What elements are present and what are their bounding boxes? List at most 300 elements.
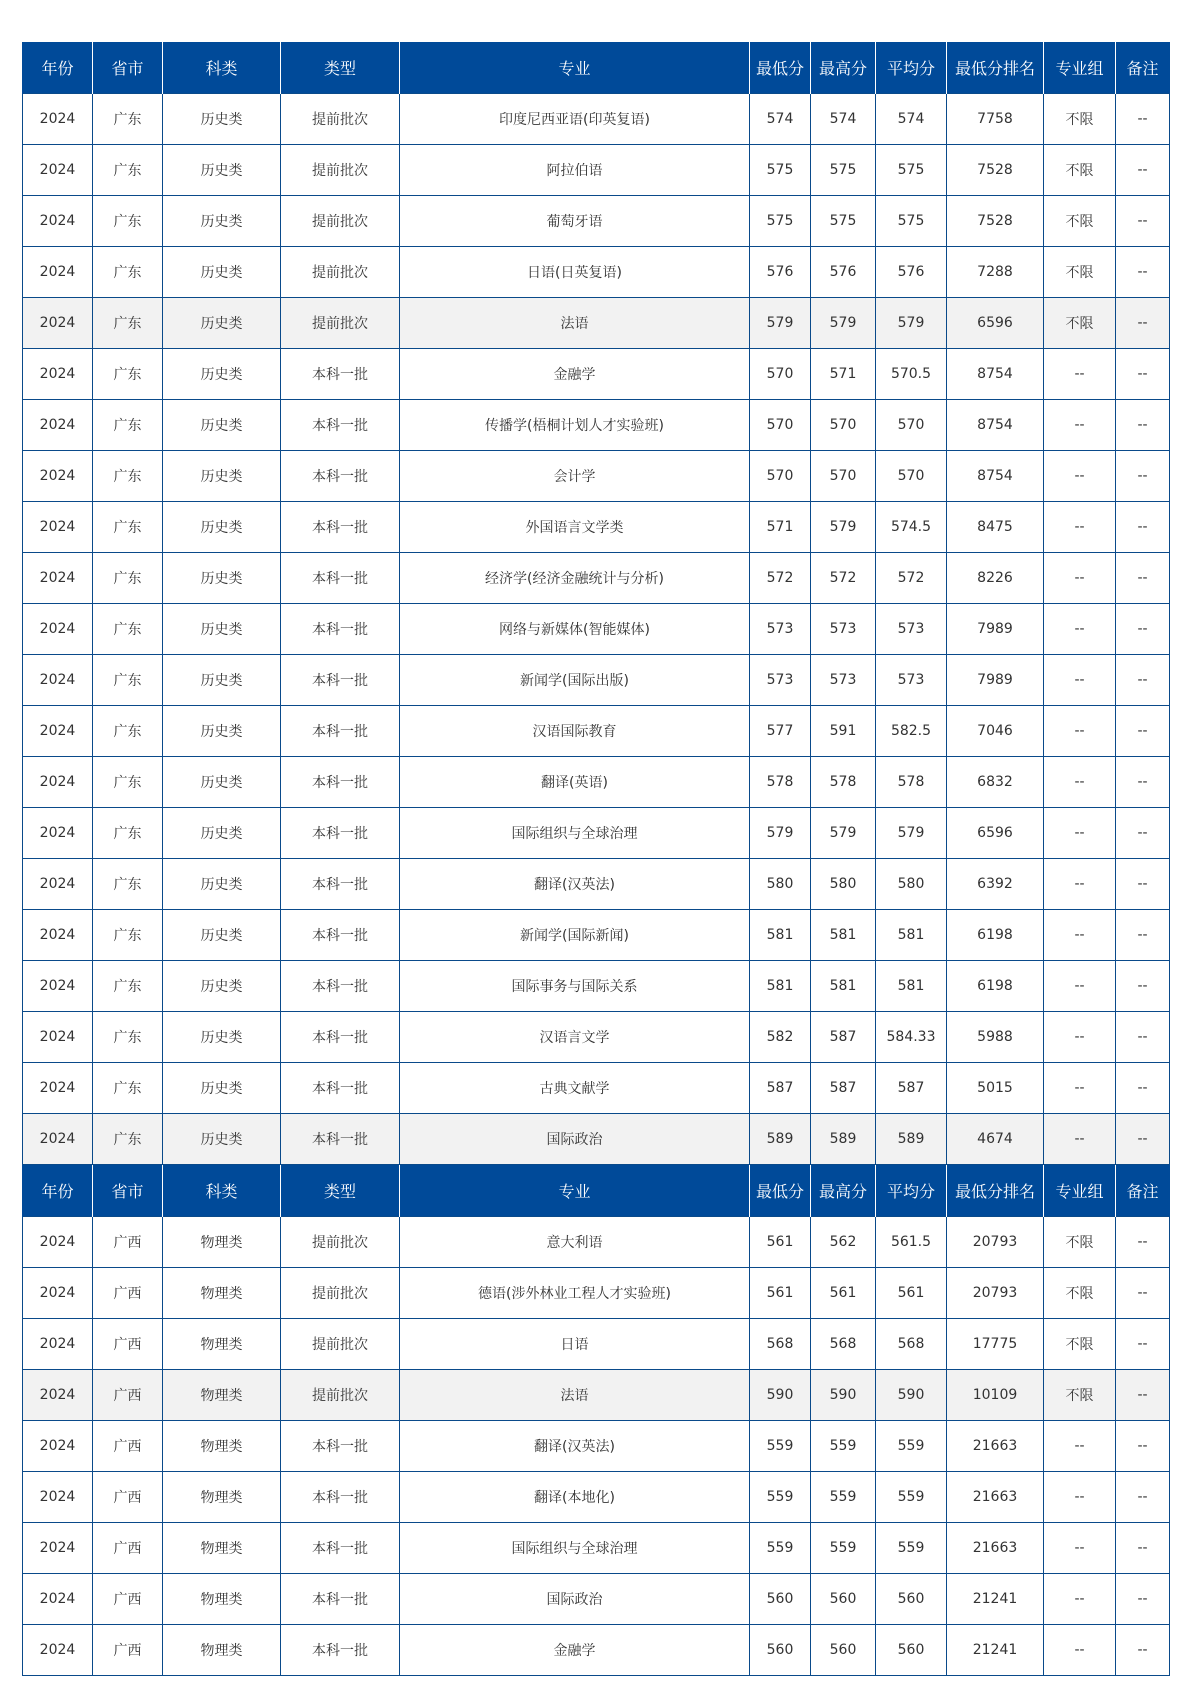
major-cell: 法语 xyxy=(400,1370,750,1421)
min-score-cell: 572 xyxy=(750,553,811,604)
major-group-cell: -- xyxy=(1044,604,1116,655)
subject-cell: 历史类 xyxy=(163,196,281,247)
note-cell: -- xyxy=(1116,145,1170,196)
min-rank-cell: 6198 xyxy=(947,961,1044,1012)
min-rank-cell: 21663 xyxy=(947,1523,1044,1574)
max-score-cell: 587 xyxy=(811,1063,876,1114)
major-cell: 国际政治 xyxy=(400,1114,750,1165)
note-cell: -- xyxy=(1116,1523,1170,1574)
major-group-cell: 不限 xyxy=(1044,1268,1116,1319)
major-group-cell: -- xyxy=(1044,706,1116,757)
major-cell: 法语 xyxy=(400,298,750,349)
major-cell: 金融学 xyxy=(400,1625,750,1676)
major-group-cell: -- xyxy=(1044,451,1116,502)
year-cell: 2024 xyxy=(23,451,93,502)
min-score-cell: 579 xyxy=(750,808,811,859)
note-cell: -- xyxy=(1116,451,1170,502)
min-rank-cell: 8754 xyxy=(947,451,1044,502)
avg-score-cell: 574.5 xyxy=(876,502,947,553)
min-score-cell: 570 xyxy=(750,349,811,400)
major-cell: 印度尼西亚语(印英复语) xyxy=(400,94,750,145)
major-cell: 国际组织与全球治理 xyxy=(400,1523,750,1574)
year-cell: 2024 xyxy=(23,145,93,196)
note-cell: -- xyxy=(1116,1217,1170,1268)
table-row xyxy=(23,961,1170,1012)
major-cell: 国际政治 xyxy=(400,1574,750,1625)
table-row xyxy=(23,757,1170,808)
batch-cell: 本科一批 xyxy=(281,604,400,655)
note-cell: -- xyxy=(1116,910,1170,961)
year-cell: 2024 xyxy=(23,910,93,961)
avg-score-cell: 581 xyxy=(876,910,947,961)
min-rank-cell: 5015 xyxy=(947,1063,1044,1114)
avg-score-cell: 582.5 xyxy=(876,706,947,757)
major-cell: 网络与新媒体(智能媒体) xyxy=(400,604,750,655)
note-cell: -- xyxy=(1116,349,1170,400)
min-rank-cell: 8754 xyxy=(947,400,1044,451)
major-cell: 翻译(汉英法) xyxy=(400,859,750,910)
major-cell: 古典文献学 xyxy=(400,1063,750,1114)
max-score-cell: 578 xyxy=(811,757,876,808)
province-cell: 广东 xyxy=(93,706,163,757)
subject-cell: 历史类 xyxy=(163,859,281,910)
subject-cell: 物理类 xyxy=(163,1268,281,1319)
min-rank-cell: 21241 xyxy=(947,1625,1044,1676)
table-row xyxy=(23,1370,1170,1421)
note-cell: -- xyxy=(1116,1370,1170,1421)
year-cell: 2024 xyxy=(23,808,93,859)
province-cell: 广东 xyxy=(93,400,163,451)
table-row xyxy=(23,145,1170,196)
province-cell: 广东 xyxy=(93,502,163,553)
table-row xyxy=(23,655,1170,706)
header-min-rank: 最低分排名 xyxy=(947,1165,1044,1217)
table-row xyxy=(23,1319,1170,1370)
year-cell: 2024 xyxy=(23,604,93,655)
province-cell: 广西 xyxy=(93,1472,163,1523)
province-cell: 广西 xyxy=(93,1523,163,1574)
major-group-cell: -- xyxy=(1044,655,1116,706)
major-cell: 外国语言文学类 xyxy=(400,502,750,553)
batch-cell: 本科一批 xyxy=(281,808,400,859)
min-score-cell: 574 xyxy=(750,94,811,145)
min-rank-cell: 7288 xyxy=(947,247,1044,298)
note-cell: -- xyxy=(1116,859,1170,910)
min-rank-cell: 7046 xyxy=(947,706,1044,757)
header-min-score: 最低分 xyxy=(750,1165,811,1217)
min-score-cell: 559 xyxy=(750,1421,811,1472)
avg-score-cell: 568 xyxy=(876,1319,947,1370)
max-score-cell: 591 xyxy=(811,706,876,757)
note-cell: -- xyxy=(1116,1421,1170,1472)
province-cell: 广西 xyxy=(93,1370,163,1421)
min-rank-cell: 6596 xyxy=(947,298,1044,349)
province-cell: 广东 xyxy=(93,655,163,706)
min-rank-cell: 6392 xyxy=(947,859,1044,910)
avg-score-cell: 581 xyxy=(876,961,947,1012)
year-cell: 2024 xyxy=(23,1523,93,1574)
major-group-cell: -- xyxy=(1044,1012,1116,1063)
table-row xyxy=(23,1625,1170,1676)
major-group-cell: -- xyxy=(1044,1114,1116,1165)
major-group-cell: -- xyxy=(1044,1472,1116,1523)
batch-cell: 本科一批 xyxy=(281,1472,400,1523)
min-score-cell: 579 xyxy=(750,298,811,349)
min-score-cell: 575 xyxy=(750,196,811,247)
max-score-cell: 562 xyxy=(811,1217,876,1268)
major-cell: 意大利语 xyxy=(400,1217,750,1268)
table-row xyxy=(23,1114,1170,1165)
province-cell: 广东 xyxy=(93,247,163,298)
subject-cell: 历史类 xyxy=(163,910,281,961)
subject-cell: 物理类 xyxy=(163,1625,281,1676)
province-cell: 广东 xyxy=(93,451,163,502)
major-group-cell: -- xyxy=(1044,400,1116,451)
avg-score-cell: 559 xyxy=(876,1523,947,1574)
table-row xyxy=(23,94,1170,145)
subject-cell: 物理类 xyxy=(163,1472,281,1523)
province-cell: 广东 xyxy=(93,145,163,196)
avg-score-cell: 559 xyxy=(876,1421,947,1472)
admission-scores-table xyxy=(22,42,1170,1676)
avg-score-cell: 560 xyxy=(876,1574,947,1625)
major-cell: 葡萄牙语 xyxy=(400,196,750,247)
avg-score-cell: 559 xyxy=(876,1472,947,1523)
year-cell: 2024 xyxy=(23,196,93,247)
min-score-cell: 578 xyxy=(750,757,811,808)
province-cell: 广西 xyxy=(93,1574,163,1625)
year-cell: 2024 xyxy=(23,1063,93,1114)
subject-cell: 历史类 xyxy=(163,706,281,757)
subject-cell: 历史类 xyxy=(163,94,281,145)
year-cell: 2024 xyxy=(23,757,93,808)
avg-score-cell: 575 xyxy=(876,196,947,247)
year-cell: 2024 xyxy=(23,961,93,1012)
note-cell: -- xyxy=(1116,298,1170,349)
province-cell: 广西 xyxy=(93,1421,163,1472)
year-cell: 2024 xyxy=(23,1114,93,1165)
header-major: 专业 xyxy=(400,1165,750,1217)
batch-cell: 本科一批 xyxy=(281,1625,400,1676)
batch-cell: 本科一批 xyxy=(281,1523,400,1574)
province-cell: 广东 xyxy=(93,349,163,400)
min-score-cell: 561 xyxy=(750,1268,811,1319)
header-avg-score: 平均分 xyxy=(876,42,947,94)
major-cell: 汉语国际教育 xyxy=(400,706,750,757)
min-score-cell: 587 xyxy=(750,1063,811,1114)
note-cell: -- xyxy=(1116,400,1170,451)
province-cell: 广东 xyxy=(93,1012,163,1063)
min-score-cell: 573 xyxy=(750,604,811,655)
table-row xyxy=(23,1063,1170,1114)
major-group-cell: -- xyxy=(1044,1063,1116,1114)
avg-score-cell: 589 xyxy=(876,1114,947,1165)
max-score-cell: 579 xyxy=(811,808,876,859)
province-cell: 广东 xyxy=(93,757,163,808)
subject-cell: 历史类 xyxy=(163,1012,281,1063)
min-score-cell: 575 xyxy=(750,145,811,196)
min-rank-cell: 4674 xyxy=(947,1114,1044,1165)
major-group-cell: -- xyxy=(1044,1523,1116,1574)
avg-score-cell: 573 xyxy=(876,655,947,706)
table-row xyxy=(23,706,1170,757)
min-score-cell: 559 xyxy=(750,1523,811,1574)
max-score-cell: 559 xyxy=(811,1472,876,1523)
max-score-cell: 573 xyxy=(811,604,876,655)
header-avg-score: 平均分 xyxy=(876,1165,947,1217)
avg-score-cell: 561 xyxy=(876,1268,947,1319)
min-score-cell: 570 xyxy=(750,400,811,451)
max-score-cell: 573 xyxy=(811,655,876,706)
avg-score-cell: 570 xyxy=(876,400,947,451)
admission-scores-table-container xyxy=(22,42,1169,1676)
batch-cell: 本科一批 xyxy=(281,451,400,502)
max-score-cell: 587 xyxy=(811,1012,876,1063)
table-row xyxy=(23,1217,1170,1268)
year-cell: 2024 xyxy=(23,1472,93,1523)
year-cell: 2024 xyxy=(23,1217,93,1268)
note-cell: -- xyxy=(1116,94,1170,145)
avg-score-cell: 587 xyxy=(876,1063,947,1114)
table-row xyxy=(23,553,1170,604)
province-cell: 广东 xyxy=(93,196,163,247)
max-score-cell: 560 xyxy=(811,1574,876,1625)
subject-cell: 历史类 xyxy=(163,400,281,451)
subject-cell: 历史类 xyxy=(163,1114,281,1165)
min-rank-cell: 8754 xyxy=(947,349,1044,400)
subject-cell: 历史类 xyxy=(163,604,281,655)
major-group-cell: -- xyxy=(1044,910,1116,961)
year-cell: 2024 xyxy=(23,247,93,298)
subject-cell: 历史类 xyxy=(163,961,281,1012)
year-cell: 2024 xyxy=(23,706,93,757)
batch-cell: 提前批次 xyxy=(281,94,400,145)
header-province: 省市 xyxy=(93,42,163,94)
year-cell: 2024 xyxy=(23,859,93,910)
batch-cell: 提前批次 xyxy=(281,298,400,349)
table-row xyxy=(23,1574,1170,1625)
note-cell: -- xyxy=(1116,604,1170,655)
province-cell: 广西 xyxy=(93,1217,163,1268)
min-rank-cell: 7528 xyxy=(947,196,1044,247)
min-rank-cell: 7528 xyxy=(947,145,1044,196)
subject-cell: 历史类 xyxy=(163,145,281,196)
major-group-cell: -- xyxy=(1044,961,1116,1012)
min-score-cell: 573 xyxy=(750,655,811,706)
avg-score-cell: 570.5 xyxy=(876,349,947,400)
batch-cell: 本科一批 xyxy=(281,1012,400,1063)
note-cell: -- xyxy=(1116,1472,1170,1523)
max-score-cell: 559 xyxy=(811,1421,876,1472)
batch-cell: 本科一批 xyxy=(281,1063,400,1114)
min-rank-cell: 10109 xyxy=(947,1370,1044,1421)
note-cell: -- xyxy=(1116,553,1170,604)
min-rank-cell: 7989 xyxy=(947,655,1044,706)
year-cell: 2024 xyxy=(23,1625,93,1676)
major-group-cell: 不限 xyxy=(1044,94,1116,145)
min-score-cell: 581 xyxy=(750,910,811,961)
major-group-cell: 不限 xyxy=(1044,196,1116,247)
province-cell: 广东 xyxy=(93,553,163,604)
batch-cell: 本科一批 xyxy=(281,910,400,961)
year-cell: 2024 xyxy=(23,349,93,400)
major-group-cell: 不限 xyxy=(1044,247,1116,298)
avg-score-cell: 576 xyxy=(876,247,947,298)
subject-cell: 物理类 xyxy=(163,1319,281,1370)
table-body xyxy=(23,42,1170,1676)
subject-cell: 历史类 xyxy=(163,553,281,604)
year-cell: 2024 xyxy=(23,1574,93,1625)
year-cell: 2024 xyxy=(23,94,93,145)
year-cell: 2024 xyxy=(23,1421,93,1472)
table-row xyxy=(23,910,1170,961)
subject-cell: 历史类 xyxy=(163,502,281,553)
year-cell: 2024 xyxy=(23,1319,93,1370)
header-major-group: 专业组 xyxy=(1044,42,1116,94)
major-group-cell: -- xyxy=(1044,1574,1116,1625)
province-cell: 广东 xyxy=(93,910,163,961)
table-row xyxy=(23,298,1170,349)
header-max-score: 最高分 xyxy=(811,1165,876,1217)
header-min-score: 最低分 xyxy=(750,42,811,94)
subject-cell: 历史类 xyxy=(163,808,281,859)
min-rank-cell: 20793 xyxy=(947,1217,1044,1268)
min-score-cell: 576 xyxy=(750,247,811,298)
table-row xyxy=(23,196,1170,247)
header-year: 年份 xyxy=(23,42,93,94)
major-group-cell: 不限 xyxy=(1044,145,1116,196)
note-cell: -- xyxy=(1116,502,1170,553)
province-cell: 广东 xyxy=(93,859,163,910)
header-batch: 类型 xyxy=(281,42,400,94)
batch-cell: 提前批次 xyxy=(281,196,400,247)
header-subject: 科类 xyxy=(163,42,281,94)
province-cell: 广西 xyxy=(93,1625,163,1676)
batch-cell: 本科一批 xyxy=(281,349,400,400)
max-score-cell: 561 xyxy=(811,1268,876,1319)
min-rank-cell: 6832 xyxy=(947,757,1044,808)
note-cell: -- xyxy=(1116,1625,1170,1676)
min-score-cell: 582 xyxy=(750,1012,811,1063)
batch-cell: 本科一批 xyxy=(281,553,400,604)
note-cell: -- xyxy=(1116,1319,1170,1370)
table-header-row xyxy=(23,1165,1170,1217)
avg-score-cell: 573 xyxy=(876,604,947,655)
year-cell: 2024 xyxy=(23,655,93,706)
min-rank-cell: 6198 xyxy=(947,910,1044,961)
max-score-cell: 579 xyxy=(811,502,876,553)
max-score-cell: 580 xyxy=(811,859,876,910)
batch-cell: 提前批次 xyxy=(281,1268,400,1319)
subject-cell: 历史类 xyxy=(163,451,281,502)
note-cell: -- xyxy=(1116,247,1170,298)
major-group-cell: 不限 xyxy=(1044,1217,1116,1268)
major-group-cell: -- xyxy=(1044,757,1116,808)
year-cell: 2024 xyxy=(23,1268,93,1319)
min-score-cell: 577 xyxy=(750,706,811,757)
max-score-cell: 571 xyxy=(811,349,876,400)
max-score-cell: 589 xyxy=(811,1114,876,1165)
major-cell: 新闻学(国际出版) xyxy=(400,655,750,706)
subject-cell: 物理类 xyxy=(163,1217,281,1268)
min-rank-cell: 20793 xyxy=(947,1268,1044,1319)
subject-cell: 历史类 xyxy=(163,757,281,808)
header-subject: 科类 xyxy=(163,1165,281,1217)
min-score-cell: 580 xyxy=(750,859,811,910)
max-score-cell: 579 xyxy=(811,298,876,349)
table-row xyxy=(23,1012,1170,1063)
batch-cell: 本科一批 xyxy=(281,655,400,706)
avg-score-cell: 584.33 xyxy=(876,1012,947,1063)
table-row xyxy=(23,1523,1170,1574)
major-group-cell: 不限 xyxy=(1044,1319,1116,1370)
max-score-cell: 581 xyxy=(811,910,876,961)
subject-cell: 物理类 xyxy=(163,1523,281,1574)
min-score-cell: 559 xyxy=(750,1472,811,1523)
subject-cell: 物理类 xyxy=(163,1370,281,1421)
note-cell: -- xyxy=(1116,706,1170,757)
max-score-cell: 575 xyxy=(811,145,876,196)
batch-cell: 本科一批 xyxy=(281,1421,400,1472)
major-group-cell: 不限 xyxy=(1044,298,1116,349)
avg-score-cell: 575 xyxy=(876,145,947,196)
year-cell: 2024 xyxy=(23,1370,93,1421)
note-cell: -- xyxy=(1116,655,1170,706)
min-rank-cell: 5988 xyxy=(947,1012,1044,1063)
table-row xyxy=(23,1472,1170,1523)
min-score-cell: 571 xyxy=(750,502,811,553)
province-cell: 广东 xyxy=(93,94,163,145)
province-cell: 广西 xyxy=(93,1319,163,1370)
table-row xyxy=(23,604,1170,655)
province-cell: 广东 xyxy=(93,604,163,655)
subject-cell: 历史类 xyxy=(163,247,281,298)
major-cell: 阿拉伯语 xyxy=(400,145,750,196)
major-cell: 日语 xyxy=(400,1319,750,1370)
header-note: 备注 xyxy=(1116,42,1170,94)
max-score-cell: 575 xyxy=(811,196,876,247)
major-cell: 国际组织与全球治理 xyxy=(400,808,750,859)
min-rank-cell: 6596 xyxy=(947,808,1044,859)
min-score-cell: 581 xyxy=(750,961,811,1012)
major-group-cell: -- xyxy=(1044,502,1116,553)
batch-cell: 本科一批 xyxy=(281,502,400,553)
avg-score-cell: 590 xyxy=(876,1370,947,1421)
major-group-cell: -- xyxy=(1044,808,1116,859)
table-row xyxy=(23,400,1170,451)
note-cell: -- xyxy=(1116,1012,1170,1063)
subject-cell: 历史类 xyxy=(163,655,281,706)
year-cell: 2024 xyxy=(23,298,93,349)
avg-score-cell: 579 xyxy=(876,808,947,859)
major-cell: 会计学 xyxy=(400,451,750,502)
min-rank-cell: 17775 xyxy=(947,1319,1044,1370)
table-row xyxy=(23,502,1170,553)
max-score-cell: 559 xyxy=(811,1523,876,1574)
major-cell: 德语(涉外林业工程人才实验班) xyxy=(400,1268,750,1319)
min-rank-cell: 21663 xyxy=(947,1421,1044,1472)
subject-cell: 物理类 xyxy=(163,1574,281,1625)
min-rank-cell: 7758 xyxy=(947,94,1044,145)
batch-cell: 本科一批 xyxy=(281,706,400,757)
batch-cell: 本科一批 xyxy=(281,961,400,1012)
min-score-cell: 568 xyxy=(750,1319,811,1370)
header-province: 省市 xyxy=(93,1165,163,1217)
note-cell: -- xyxy=(1116,196,1170,247)
table-row xyxy=(23,859,1170,910)
max-score-cell: 560 xyxy=(811,1625,876,1676)
note-cell: -- xyxy=(1116,961,1170,1012)
